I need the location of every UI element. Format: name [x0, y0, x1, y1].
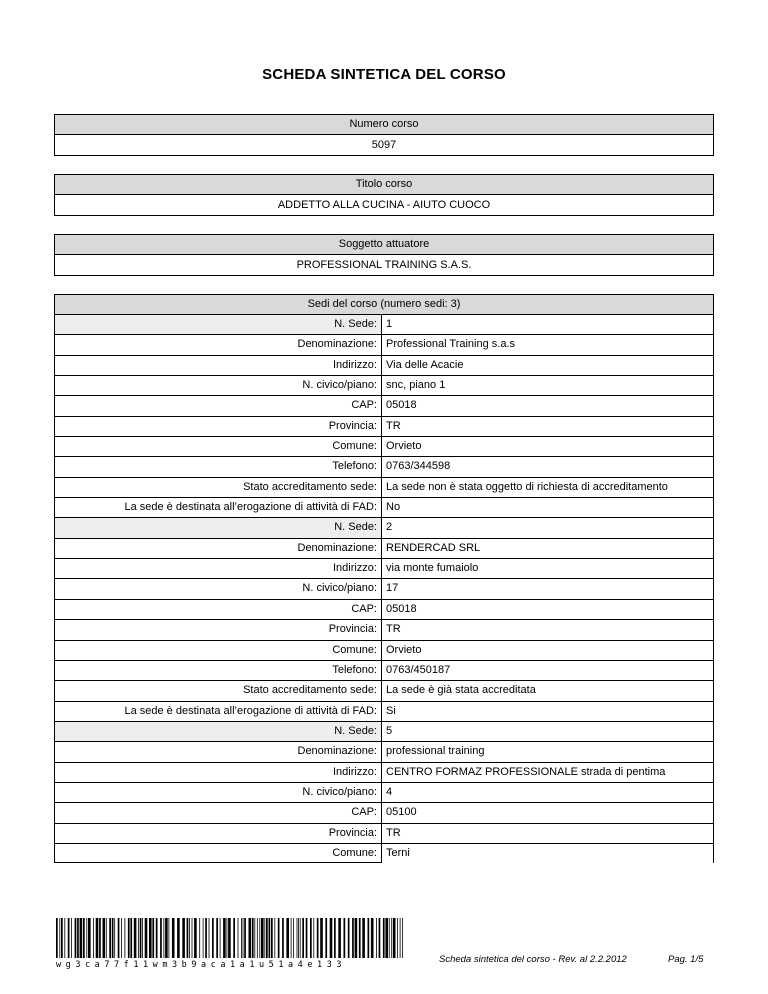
barcode-bar [249, 918, 252, 958]
sedi-table [54, 294, 714, 863]
sede-row [55, 742, 713, 762]
sede-row [55, 702, 713, 721]
sede-row-label: N. civico/piano: [302, 582, 377, 595]
barcode-bar [266, 918, 268, 958]
barcode-bar [187, 918, 189, 958]
sede-row [55, 457, 713, 477]
sede-row-value: 0763/450187 [381, 661, 713, 680]
barcode-bar [385, 918, 388, 958]
sede-row [55, 783, 713, 803]
sede-row-label: Comune: [332, 846, 377, 859]
sede-row [55, 498, 713, 517]
barcode-bar [165, 918, 168, 958]
sede-row [55, 539, 713, 559]
sede-row-value: 05100 [381, 803, 713, 822]
sede-row [55, 437, 713, 457]
barcode-bar [205, 918, 207, 958]
sede-row [55, 763, 713, 783]
sede-row-value: Professional Training s.a.s [381, 335, 713, 354]
sede-row-label: La sede è destinata all’erogazione di attività di FAD: [124, 704, 377, 717]
footer-page-number: Pag. 1/5 [668, 954, 704, 965]
barcode-bar [320, 918, 323, 958]
barcode-bar [243, 918, 244, 958]
barcode-bar [223, 918, 226, 958]
barcode-bar [359, 918, 361, 958]
barcode-bar [99, 918, 101, 958]
barcode-bar [220, 918, 221, 958]
barcode-bar [77, 918, 79, 958]
sede-row-value: snc, piano 1 [381, 376, 713, 395]
sede-row-value: TR [381, 824, 713, 843]
barcode-bar [182, 918, 185, 958]
sede-row [55, 559, 713, 579]
sede-row [55, 641, 713, 661]
sede-group [55, 517, 713, 720]
sede-row-value: Terni [381, 844, 713, 863]
sede-row-label: Provincia: [328, 419, 377, 432]
sede-row-label: N. civico/piano: [302, 379, 377, 392]
sede-row-label: N. civico/piano: [302, 785, 377, 798]
sede-row-value: 1 [381, 315, 713, 334]
sede-row-label: Denominazione: [297, 338, 377, 351]
soggetto-attuatore-label: Soggetto attuatore [55, 235, 713, 255]
barcode-bar [376, 918, 377, 958]
sede-row-value: RENDERCAD SRL [381, 539, 713, 558]
barcode-bar [103, 918, 106, 958]
soggetto-attuatore-value: PROFESSIONAL TRAINING S.A.S. [296, 259, 472, 271]
barcode-bar [286, 918, 289, 958]
sede-row [55, 417, 713, 437]
barcode-bar [352, 918, 354, 958]
sede-row-label: Stato accreditamento sede: [243, 480, 377, 493]
barcode-bar [216, 918, 218, 958]
barcode-bar [138, 918, 139, 958]
sede-group [55, 721, 713, 863]
barcode-bar [282, 918, 284, 958]
barcode-bar [391, 918, 392, 958]
barcode-bar [362, 918, 365, 958]
barcode-bar [109, 918, 111, 958]
barcode-bar [298, 918, 299, 958]
sede-row-label: N. Sede: [334, 318, 377, 330]
sede-row-value: Orvieto [381, 641, 713, 660]
barcode-bar [142, 918, 143, 958]
titolo-corso-value: ADDETTO ALLA CUCINA - AIUTO CUOCO [277, 199, 491, 211]
titolo-corso-label: Titolo corso [55, 175, 713, 195]
sede-row-label: Denominazione: [297, 745, 377, 758]
sede-row-value: 05018 [381, 600, 713, 619]
barcode-bar [325, 918, 327, 958]
sede-row-value: 4 [381, 783, 713, 802]
barcode-bar [164, 918, 165, 958]
barcode-bar [61, 918, 63, 958]
barcode-bar [71, 918, 72, 958]
barcode-text: wg3ca77f11wm3b9aca1a1u51a4e133 [56, 960, 347, 970]
barcode-bar [156, 918, 158, 958]
numero-corso-box [54, 114, 714, 156]
barcode-bar [152, 918, 154, 958]
barcode-bar [121, 918, 122, 958]
sede-row-value: via monte fumaiolo [381, 559, 713, 578]
barcode-bar [192, 918, 193, 958]
barcode-bar [75, 918, 77, 958]
barcode-bar [125, 918, 126, 958]
page-title: SCHEDA SINTETICA DEL CORSO [262, 66, 506, 83]
sedi-header: Sedi del corso (numero sedi: 3) [55, 295, 713, 315]
sede-row-label: Provincia: [328, 623, 377, 636]
barcode-bar [244, 918, 246, 958]
barcode-bar [56, 918, 58, 958]
barcode-bar [134, 918, 137, 958]
sede-row-label: N. Sede: [334, 724, 377, 737]
barcode-bar [300, 918, 301, 958]
sede-row-label: Indirizzo: [332, 358, 377, 371]
barcode-bar [189, 918, 190, 958]
barcode-bar [241, 918, 242, 958]
barcode-bar [172, 918, 175, 958]
barcode-bar [169, 918, 170, 958]
sede-row-value: 17 [381, 579, 713, 598]
sede-row-label: Telefono: [332, 663, 377, 676]
barcode-bar [383, 918, 385, 958]
barcode-bar [59, 918, 60, 958]
barcode-bar [302, 918, 304, 958]
barcode-bar [160, 918, 162, 958]
sede-row [55, 478, 713, 498]
barcode-bar [68, 918, 70, 958]
sede-row [55, 803, 713, 823]
barcode-bar [389, 918, 390, 958]
barcode-bar [233, 918, 235, 958]
numero-corso-label: Numero corso [55, 115, 713, 135]
sedi-groups [55, 315, 713, 863]
sede-row [55, 315, 713, 335]
barcode-bar [306, 918, 308, 958]
sede-row-value: Si [381, 702, 713, 721]
barcode-bar [402, 918, 403, 958]
sede-row [55, 681, 713, 701]
barcode-bar [330, 918, 333, 958]
barcode-bar [257, 918, 258, 958]
barcode-bar [355, 918, 358, 958]
barcode-bar [393, 918, 396, 958]
barcode-bar [397, 918, 398, 958]
barcode-bar [310, 918, 312, 958]
sede-row [55, 600, 713, 620]
sede-row-label: Provincia: [328, 826, 377, 839]
barcode-bar [297, 918, 298, 958]
footer-revision: Scheda sintetica del corso - Rev. al 2.2.2012 [439, 954, 627, 965]
sede-row [55, 844, 713, 863]
barcode-bar [227, 918, 228, 958]
sede-row [55, 396, 713, 416]
barcode-bar [130, 918, 132, 958]
barcode-bar [338, 918, 341, 958]
barcode-bar [83, 918, 85, 958]
sede-row-label: La sede è destinata all’erogazione di attività di FAD: [124, 501, 377, 514]
sede-row [55, 356, 713, 376]
barcode-bar [118, 918, 120, 958]
sede-group [55, 315, 713, 517]
sede-row-value: TR [381, 620, 713, 639]
barcode-bar [269, 918, 271, 958]
barcode-bar [80, 918, 83, 958]
sede-row-label: Comune: [332, 440, 377, 453]
barcode-bar [106, 918, 107, 958]
sede-row [55, 376, 713, 396]
barcode-image [56, 918, 404, 958]
sede-row-value: professional training [381, 742, 713, 761]
numero-corso-value: 5097 [371, 139, 397, 151]
sede-row-value: La sede è già stata accreditata [381, 681, 713, 700]
sede-row-value: No [381, 498, 713, 517]
barcode-bar [149, 918, 152, 958]
sede-row [55, 722, 713, 742]
sede-row [55, 620, 713, 640]
barcode-bar [317, 918, 319, 958]
sede-row-value: 05018 [381, 396, 713, 415]
sede-row-label: Comune: [332, 643, 377, 656]
barcode-bar [64, 918, 65, 958]
barcode-bar [238, 918, 239, 958]
barcode-bar [313, 918, 314, 958]
barcode-bar [259, 918, 260, 958]
sede-row-label: N. Sede: [334, 521, 377, 534]
barcode-bar [252, 918, 254, 958]
sede-row-label: CAP: [351, 602, 377, 615]
barcode-bar [293, 918, 294, 958]
barcode-bar [379, 918, 381, 958]
barcode-bar [86, 918, 87, 958]
barcode-bar [88, 918, 91, 958]
barcode-bar [145, 918, 148, 958]
sede-row-label: Telefono: [332, 460, 377, 473]
sede-row-label: Stato accreditamento sede: [243, 684, 377, 697]
sede-row-value: 0763/344598 [381, 457, 713, 476]
barcode-bar [140, 918, 142, 958]
sede-row [55, 824, 713, 844]
barcode-bar [199, 918, 200, 958]
barcode-bar [96, 918, 99, 958]
sede-row-label: Indirizzo: [332, 562, 377, 575]
sede-row-value: 5 [381, 722, 713, 741]
barcode-bar [261, 918, 264, 958]
sede-row-value: Via delle Acacie [381, 356, 713, 375]
barcode-bar [371, 918, 374, 958]
barcode-bar [271, 918, 273, 958]
barcode-bar [368, 918, 370, 958]
sede-row-value: CENTRO FORMAZ PROFESSIONALE strada di pentima [381, 763, 713, 782]
barcode-bar [348, 918, 350, 958]
barcode-bar [291, 918, 292, 958]
sede-row [55, 335, 713, 355]
barcode-bar [254, 918, 255, 958]
sede-row-label: Denominazione: [297, 541, 377, 554]
sede-row [55, 579, 713, 599]
barcode-bar [93, 918, 94, 958]
barcode-bar [334, 918, 336, 958]
barcode-bar [194, 918, 197, 958]
barcode-bar [177, 918, 180, 958]
sede-row-label: CAP: [351, 399, 377, 412]
barcode-bar [278, 918, 280, 958]
titolo-corso-box [54, 174, 714, 216]
sede-row [55, 661, 713, 681]
sede-row-value: La sede non è stata oggetto di richiesta di accreditamento [381, 478, 713, 497]
barcode-bar [128, 918, 130, 958]
soggetto-attuatore-box [54, 234, 714, 276]
sede-row-value: 2 [381, 518, 713, 537]
barcode-bar [112, 918, 114, 958]
sede-row-label: Indirizzo: [332, 765, 377, 778]
barcode-bar [114, 918, 115, 958]
sede-row-value: TR [381, 417, 713, 436]
barcode-bar [400, 918, 401, 958]
sede-row-label: CAP: [351, 806, 377, 819]
barcode-bar [344, 918, 346, 958]
barcode-bar [264, 918, 265, 958]
barcode-bar [228, 918, 231, 958]
sede-row [55, 518, 713, 538]
barcode-bar [209, 918, 210, 958]
barcode-bar [274, 918, 275, 958]
sede-row-value: Orvieto [381, 437, 713, 456]
barcode-bar [212, 918, 214, 958]
barcode-bar [203, 918, 204, 958]
